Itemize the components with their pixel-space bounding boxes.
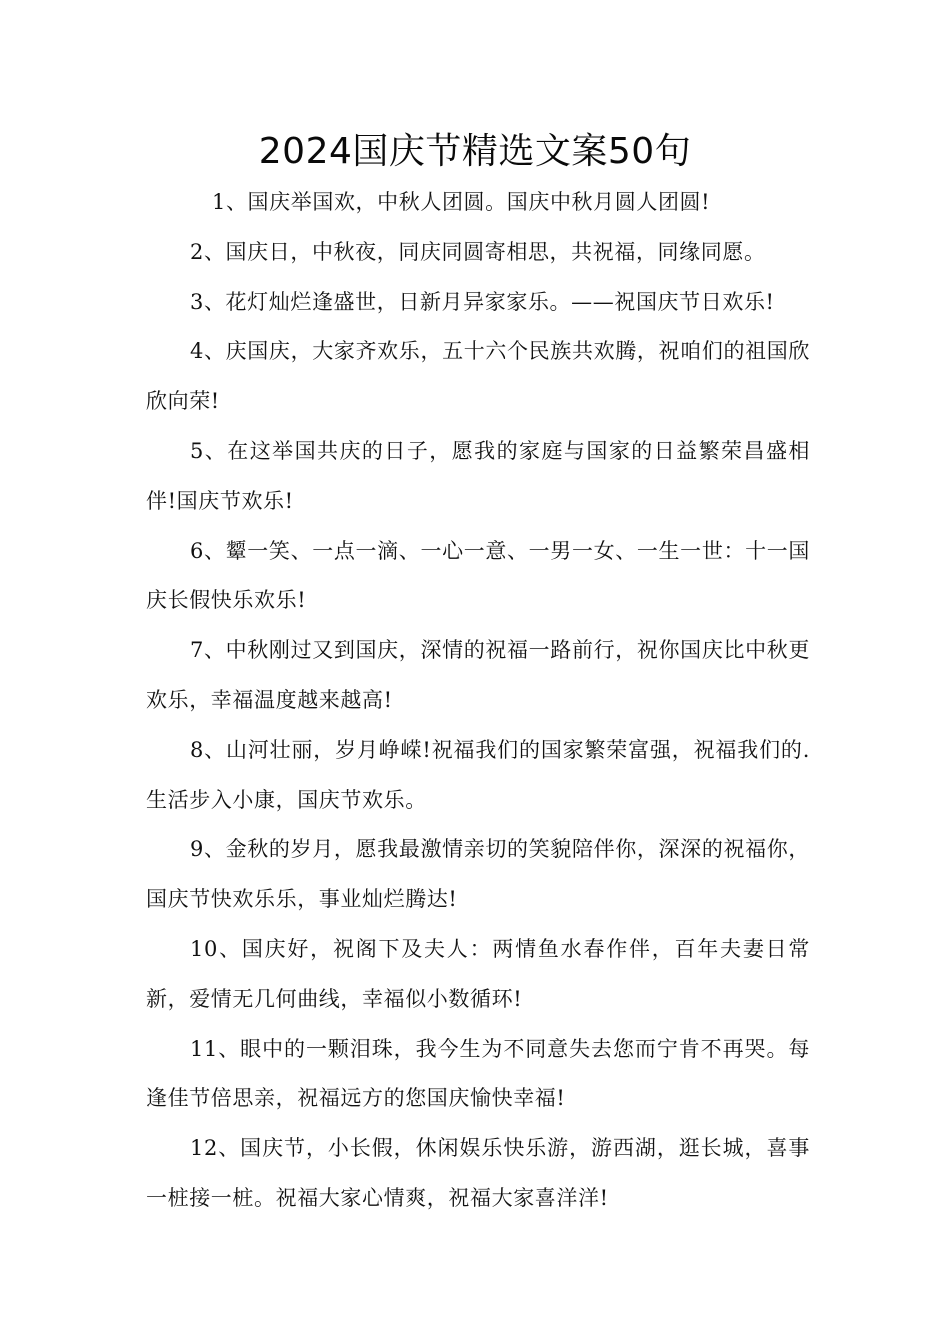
document-body — [146, 178, 810, 1224]
paragraph-7: 7、中秋刚过又到国庆，深情的祝福一路前行，祝你国庆比中秋更欢乐，幸福温度越来越高! — [146, 638, 810, 712]
paragraph-5: 5、在这举国共庆的日子，愿我的家庭与国家的日益繁荣昌盛相伴!国庆节欢乐! — [146, 438, 810, 513]
paragraph-2: 2、国庆日，中秋夜，同庆同圆寄相思，共祝福，同缘同愿。 — [190, 239, 766, 264]
paragraph-3: 3、花灯灿烂逢盛世，日新月异家家乐。——祝国庆节日欢乐! — [190, 289, 775, 314]
paragraph-4: 4、庆国庆，大家齐欢乐，五十六个民族共欢腾，祝咱们的祖国欣欣向荣! — [146, 339, 810, 414]
paragraph-8: 8、山河壮丽，岁月峥嵘!祝福我们的国家繁荣富强，祝福我们的.生活步入小康，国庆节欢乐。 — [146, 737, 810, 812]
paragraph-10: 10、国庆好，祝阁下及夫人：两情鱼水春作伴，百年夫妻日常新，爱情无几何曲线，幸福似小数循环! — [146, 936, 810, 1011]
paragraph-1: 1、国庆举国欢，中秋人团圆。国庆中秋月圆人团圆! — [212, 190, 711, 214]
paragraph-11: 11、眼中的一颗泪珠，我今生为不同意失去您而宁肯不再哭。每逢佳节倍思亲，祝福远方的您国庆愉快幸福! — [146, 1036, 810, 1111]
document-title: 2024国庆节精选文案50句 — [258, 131, 692, 172]
paragraph-6: 6、颦一笑、一点一滴、一心一意、一男一女、一生一世：十一国庆长假快乐欢乐! — [146, 538, 810, 613]
paragraph-9: 9、金秋的岁月，愿我最激情亲切的笑貌陪伴你，深深的祝福你，国庆节快欢乐乐，事业灿烂腾达! — [146, 837, 810, 912]
paragraph-12: 12、国庆节，小长假，休闲娱乐快乐游，游西湖，逛长城，喜事一桩接一桩。祝福大家心情爽，祝福大家喜洋洋! — [146, 1136, 810, 1210]
